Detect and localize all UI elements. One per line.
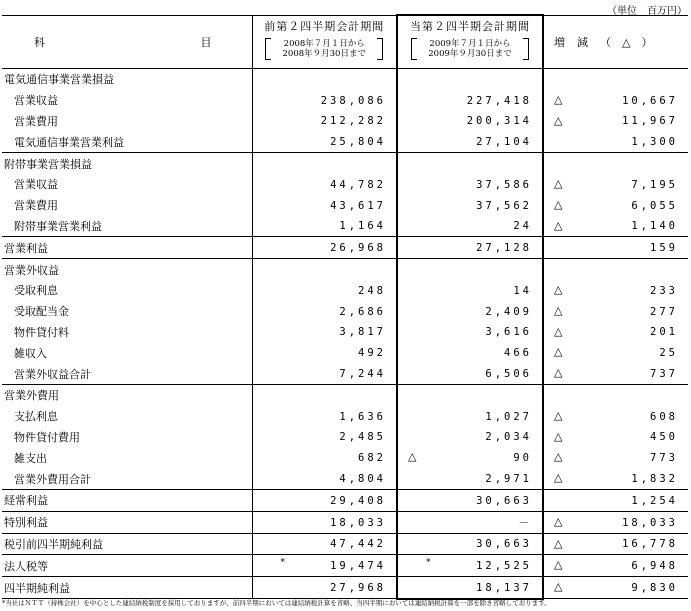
row-item-label: 営業費用 — [14, 114, 58, 128]
current-period-cell — [397, 131, 543, 152]
previous-period-value: 18,033 — [330, 516, 386, 529]
row-item-cell — [2, 511, 252, 533]
difference-negative-mark: △ — [554, 450, 563, 464]
difference-cell — [543, 259, 688, 280]
row-item-label: 営業費用 — [14, 199, 58, 213]
previous-period-value — [386, 390, 396, 402]
difference-cell — [543, 406, 688, 427]
previous-period-from: 2008年７月１日から — [283, 38, 365, 49]
previous-period-value: 1,164 — [339, 220, 386, 233]
current-period-value: 37,562 — [476, 199, 532, 212]
current-period-cell — [397, 216, 543, 237]
previous-period-cell — [252, 511, 397, 533]
current-period-value: 18,137 — [476, 582, 532, 595]
row-item-cell — [2, 131, 252, 152]
table-row — [2, 427, 688, 448]
difference-negative-mark: △ — [554, 471, 563, 485]
current-period-value: 2,971 — [485, 473, 532, 486]
previous-period-cell — [252, 131, 397, 152]
previous-period-cell — [252, 301, 397, 322]
row-item-label: 営業外費用合計 — [14, 472, 91, 486]
difference-cell — [543, 322, 688, 343]
table-row — [2, 216, 688, 237]
previous-period-cell — [252, 280, 397, 301]
current-period-value: 12,525 — [476, 560, 532, 573]
difference-cell — [543, 511, 688, 533]
previous-period-cell — [252, 468, 397, 489]
current-period-value: － — [518, 516, 532, 529]
previous-period-value: 2,686 — [339, 305, 386, 318]
current-period-value — [532, 74, 542, 86]
difference-negative-mark: △ — [554, 176, 563, 190]
current-period-cell — [397, 577, 543, 599]
current-period-cell — [397, 533, 543, 555]
difference-value: 608 — [650, 410, 678, 423]
current-period-negative-mark: △ — [408, 450, 417, 464]
difference-value: 11,967 — [622, 115, 678, 128]
difference-negative-mark: △ — [554, 113, 563, 127]
row-item-cell — [2, 533, 252, 555]
row-item-cell — [2, 406, 252, 427]
previous-period-value: 212,282 — [320, 115, 386, 128]
table-body — [2, 69, 688, 599]
difference-cell — [543, 384, 688, 405]
row-item-label: 営業収益 — [14, 178, 58, 192]
current-period-cell — [397, 447, 543, 468]
previous-period-note-mark: * — [280, 558, 285, 569]
difference-value: 9,830 — [631, 582, 678, 595]
table-row — [2, 555, 688, 577]
previous-period-cell — [252, 195, 397, 216]
current-period-cell — [397, 555, 543, 577]
row-item-label: 受取利息 — [14, 284, 58, 298]
difference-value: 16,778 — [622, 538, 678, 551]
current-period-value: 466 — [504, 347, 532, 360]
current-period-value: 90 — [513, 452, 532, 465]
current-period-value — [532, 158, 542, 170]
table-row — [2, 90, 688, 111]
previous-period-cell — [252, 259, 397, 280]
current-period-cell — [397, 384, 543, 405]
row-item-cell — [2, 555, 252, 577]
current-period-cell — [397, 111, 543, 132]
row-item-cell — [2, 237, 252, 259]
difference-value: 1,832 — [631, 473, 678, 486]
table-row — [2, 447, 688, 468]
current-period-value — [532, 264, 542, 276]
current-period-cell — [397, 489, 543, 511]
current-period-cell — [397, 174, 543, 195]
header-current-period — [397, 15, 543, 69]
previous-period-value: 26,968 — [330, 242, 386, 255]
previous-period-value: 43,617 — [330, 199, 386, 212]
previous-period-value — [386, 158, 396, 170]
table-row — [2, 577, 688, 599]
income-statement-table — [2, 14, 688, 600]
row-item-cell — [2, 90, 252, 111]
difference-cell — [543, 447, 688, 468]
row-item-cell — [2, 174, 252, 195]
difference-cell — [543, 301, 688, 322]
previous-period-value: 7,244 — [339, 368, 386, 381]
current-period-cell — [397, 342, 543, 363]
table-row — [2, 511, 688, 533]
difference-cell — [543, 195, 688, 216]
difference-cell — [543, 237, 688, 259]
current-period-value: 2,409 — [485, 305, 532, 318]
header-item-label-right: 目 — [200, 35, 212, 49]
difference-value: 10,667 — [622, 94, 678, 107]
difference-label-2: 減 — [577, 35, 588, 49]
row-item-label: 営業外収益 — [4, 263, 59, 277]
difference-negative-mark: △ — [554, 514, 563, 528]
row-item-cell — [2, 301, 252, 322]
row-item-label: 四半期純利益 — [4, 581, 70, 595]
difference-cell — [543, 577, 688, 599]
difference-cell — [543, 174, 688, 195]
difference-negative-mark: △ — [554, 366, 563, 380]
previous-period-value: 238,086 — [320, 94, 386, 107]
table-row — [2, 195, 688, 216]
previous-period-cell — [252, 555, 397, 577]
row-item-label: 物件貸付料 — [14, 325, 69, 339]
previous-period-cell — [252, 69, 397, 90]
row-item-cell — [2, 111, 252, 132]
table-row — [2, 111, 688, 132]
difference-negative-mark: △ — [554, 558, 563, 572]
row-item-label: 物件貸付費用 — [14, 430, 80, 444]
previous-period-cell — [252, 111, 397, 132]
row-item-label: 税引前四半期純利益 — [4, 537, 103, 551]
difference-cell — [543, 153, 688, 174]
difference-cell — [543, 489, 688, 511]
row-item-label: 附帯事業営業利益 — [14, 219, 102, 233]
footnote: *当社はＮＴＴ（持株会社）を中心とした連結納税制度を採用しておりますが、前四半期においては連結納税計算を省略、当四半期においては連結納税計算を一部を除き省略しております。 — [2, 599, 551, 607]
difference-value: 25 — [659, 347, 678, 360]
header-previous-period — [252, 15, 397, 69]
current-period-cell — [397, 427, 543, 448]
previous-period-cell — [252, 427, 397, 448]
table-row — [2, 468, 688, 489]
difference-value: 277 — [650, 305, 678, 318]
difference-value: 7,195 — [631, 178, 678, 191]
current-period-cell — [397, 406, 543, 427]
current-period-value: 227,418 — [466, 94, 532, 107]
unit-label: （単位 百万円） — [607, 6, 687, 17]
table-row — [2, 533, 688, 555]
difference-value: 6,055 — [631, 199, 678, 212]
current-period-to: 2009年９月30日まで — [428, 49, 512, 59]
difference-value: 159 — [650, 242, 678, 255]
row-item-label: 受取配当金 — [14, 305, 69, 319]
difference-cell — [543, 90, 688, 111]
row-item-label: 雑支出 — [14, 451, 47, 465]
current-period-value: 14 — [513, 284, 532, 297]
difference-value: 233 — [650, 284, 678, 297]
difference-negative-mark: △ — [554, 282, 563, 296]
row-item-cell — [2, 259, 252, 280]
table-row — [2, 280, 688, 301]
current-period-value: 2,034 — [485, 431, 532, 444]
row-item-cell — [2, 280, 252, 301]
previous-period-cell — [252, 342, 397, 363]
table-header-row — [2, 15, 688, 69]
table-row — [2, 237, 688, 259]
previous-period-value — [386, 74, 396, 86]
previous-period-value: 3,817 — [339, 326, 386, 339]
current-period-from: 2009年７月１日から — [429, 39, 511, 49]
difference-negative-mark: △ — [554, 536, 563, 550]
row-item-label: 電気通信事業営業損益 — [4, 73, 114, 87]
previous-period-cell — [252, 174, 397, 195]
previous-period-cell — [252, 153, 397, 174]
current-period-note-mark: * — [426, 558, 431, 569]
difference-negative-mark: △ — [554, 580, 563, 594]
current-period-value: 30,663 — [476, 494, 532, 507]
difference-value: 1,254 — [631, 494, 678, 507]
table-row — [2, 153, 688, 174]
row-item-cell — [2, 489, 252, 511]
previous-period-cell — [252, 322, 397, 343]
difference-value: 1,140 — [631, 220, 678, 233]
difference-value — [678, 390, 688, 402]
table-row — [2, 301, 688, 322]
table-row — [2, 342, 688, 363]
current-period-cell — [397, 195, 543, 216]
difference-value — [678, 74, 688, 86]
row-item-label: 法人税等 — [4, 559, 48, 573]
current-period-range — [411, 39, 529, 59]
difference-value: 737 — [650, 368, 678, 381]
row-item-label: 支払利息 — [14, 410, 58, 424]
previous-period-cell — [252, 577, 397, 599]
current-period-cell — [397, 153, 543, 174]
row-item-cell — [2, 468, 252, 489]
current-period-cell — [397, 511, 543, 533]
header-difference — [543, 15, 688, 69]
current-period-value: 1,027 — [485, 410, 532, 423]
previous-period-value: 682 — [358, 452, 386, 465]
previous-period-value: 4,804 — [339, 473, 386, 486]
previous-period-value: 19,474 — [330, 560, 386, 573]
previous-period-cell — [252, 489, 397, 511]
current-period-cell — [397, 237, 543, 259]
difference-negative-mark: △ — [554, 345, 563, 359]
difference-value: 6,948 — [631, 560, 678, 573]
difference-cell — [543, 280, 688, 301]
difference-value: 450 — [650, 431, 678, 444]
table-row — [2, 406, 688, 427]
current-period-value: 27,104 — [476, 136, 532, 149]
row-item-cell — [2, 384, 252, 405]
row-item-cell — [2, 195, 252, 216]
difference-negative-mark: △ — [554, 303, 563, 317]
previous-period-value — [386, 264, 396, 276]
difference-cell — [543, 131, 688, 152]
difference-cell — [543, 468, 688, 489]
header-item-column — [2, 15, 252, 69]
current-period-value: 27,128 — [476, 242, 532, 255]
table-row — [2, 363, 688, 384]
difference-value — [678, 158, 688, 170]
previous-period-value: 27,968 — [330, 582, 386, 595]
table-row — [2, 131, 688, 152]
row-item-cell — [2, 447, 252, 468]
row-item-cell — [2, 363, 252, 384]
table-row — [2, 322, 688, 343]
row-item-label: 営業外費用 — [4, 389, 59, 403]
current-period-value: 200,314 — [466, 115, 532, 128]
table-row — [2, 174, 688, 195]
previous-period-value: 248 — [358, 284, 386, 297]
current-period-cell — [397, 280, 543, 301]
previous-period-cell — [252, 406, 397, 427]
difference-negative-mark: △ — [554, 408, 563, 422]
row-item-cell — [2, 216, 252, 237]
table-row — [2, 69, 688, 90]
difference-label-3: （ △ ） — [600, 35, 653, 49]
difference-cell — [543, 342, 688, 363]
difference-value: 1,300 — [631, 136, 678, 149]
current-period-cell — [397, 90, 543, 111]
difference-value: 18,033 — [622, 516, 678, 529]
row-item-cell — [2, 322, 252, 343]
previous-period-value: 29,408 — [330, 494, 386, 507]
previous-period-value: 47,442 — [330, 538, 386, 551]
current-period-cell — [397, 468, 543, 489]
current-period-value: 3,616 — [485, 326, 532, 339]
row-item-label: 雑収入 — [14, 346, 47, 360]
previous-period-value: 492 — [358, 347, 386, 360]
difference-label-1: 増 — [554, 35, 565, 49]
difference-cell — [543, 69, 688, 90]
row-item-label: 営業外収益合計 — [14, 367, 91, 381]
difference-cell — [543, 533, 688, 555]
previous-period-title: 前第２四半期会計期間 — [264, 19, 385, 33]
previous-period-value: 44,782 — [330, 178, 386, 191]
difference-negative-mark: △ — [554, 197, 563, 211]
table-row — [2, 259, 688, 280]
current-period-value: 24 — [513, 220, 532, 233]
current-period-value: 30,663 — [476, 538, 532, 551]
row-item-label: 営業収益 — [14, 94, 58, 108]
previous-period-range — [265, 39, 383, 59]
difference-value: 201 — [650, 326, 678, 339]
previous-period-value: 2,485 — [339, 431, 386, 444]
current-period-cell — [397, 259, 543, 280]
previous-period-cell — [252, 237, 397, 259]
row-item-cell — [2, 577, 252, 599]
previous-period-cell — [252, 363, 397, 384]
row-item-label: 附帯事業営業損益 — [4, 157, 92, 171]
current-period-value — [532, 390, 542, 402]
row-item-cell — [2, 153, 252, 174]
row-item-cell — [2, 427, 252, 448]
row-item-label: 営業利益 — [4, 241, 48, 255]
previous-period-to: 2008年９月30日まで — [282, 48, 366, 59]
current-period-value: 37,586 — [476, 178, 532, 191]
row-item-cell — [2, 69, 252, 90]
previous-period-cell — [252, 384, 397, 405]
current-period-value: 6,506 — [485, 368, 532, 381]
current-period-cell — [397, 69, 543, 90]
difference-cell — [543, 427, 688, 448]
header-item-label-left: 科 — [34, 35, 45, 49]
previous-period-cell — [252, 447, 397, 468]
current-period-cell — [397, 301, 543, 322]
difference-value: 773 — [650, 452, 678, 465]
difference-cell — [543, 363, 688, 384]
difference-cell — [543, 111, 688, 132]
difference-negative-mark: △ — [554, 429, 563, 443]
difference-negative-mark: △ — [554, 218, 563, 232]
current-period-cell — [397, 363, 543, 384]
previous-period-cell — [252, 90, 397, 111]
difference-negative-mark: △ — [554, 92, 563, 106]
row-item-label: 特別利益 — [4, 516, 48, 530]
difference-value — [678, 264, 688, 276]
table-row — [2, 384, 688, 405]
row-item-label: 電気通信事業営業利益 — [14, 135, 124, 149]
current-period-cell — [397, 322, 543, 343]
previous-period-cell — [252, 216, 397, 237]
difference-negative-mark: △ — [554, 324, 563, 338]
current-period-title: 当第２四半期会計期間 — [410, 20, 530, 33]
difference-cell — [543, 216, 688, 237]
table-row — [2, 489, 688, 511]
previous-period-value: 1,636 — [339, 410, 386, 423]
difference-cell — [543, 555, 688, 577]
previous-period-cell — [252, 533, 397, 555]
row-item-label: 経常利益 — [4, 494, 48, 508]
previous-period-value: 25,804 — [330, 136, 386, 149]
row-item-cell — [2, 342, 252, 363]
